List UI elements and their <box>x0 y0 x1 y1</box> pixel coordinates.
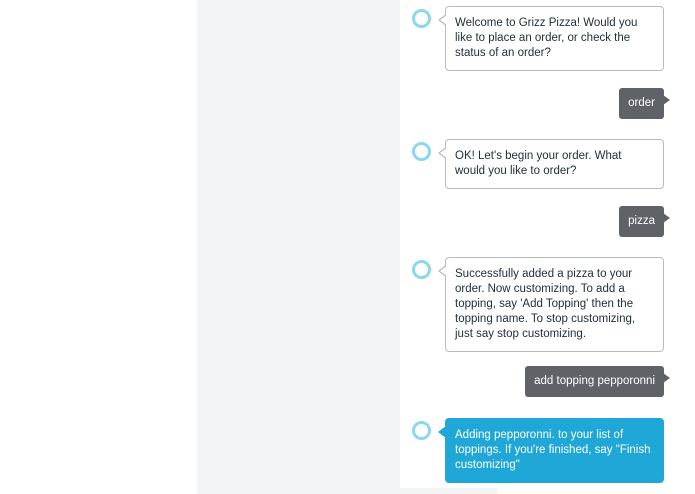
alexa-message-current <box>445 418 664 483</box>
chat-panel <box>197 0 655 494</box>
alexa-message-text: Adding pepporonni. to your list of toppings. If you're finished, say "Finish customizing" <box>455 429 651 471</box>
conversation-log <box>400 0 687 488</box>
alexa-ring-icon <box>412 9 431 28</box>
alexa-message-text: OK! Let's begin your order. What would you like to order? <box>455 150 622 177</box>
user-message <box>619 206 664 237</box>
alexa-message-text: Successfully added a pizza to your order. Now customizing. To add a topping, say 'Add Topping' then the topping name. To stop customizing, just say stop customizing. <box>455 268 636 340</box>
alexa-message <box>445 139 664 189</box>
alexa-ring-icon <box>412 260 431 279</box>
user-message-text: order <box>628 97 655 109</box>
user-message <box>619 88 664 119</box>
alexa-ring-icon <box>412 421 431 440</box>
alexa-message <box>445 6 664 71</box>
user-message-text: add topping pepporonni <box>534 375 655 387</box>
alexa-ring-icon <box>412 142 431 161</box>
alexa-message <box>445 257 664 352</box>
alexa-message-text: Welcome to Grizz Pizza! Would you like to place an order, or check the status of an order? <box>455 17 638 59</box>
user-message-text: pizza <box>628 215 655 227</box>
user-message <box>525 366 664 397</box>
